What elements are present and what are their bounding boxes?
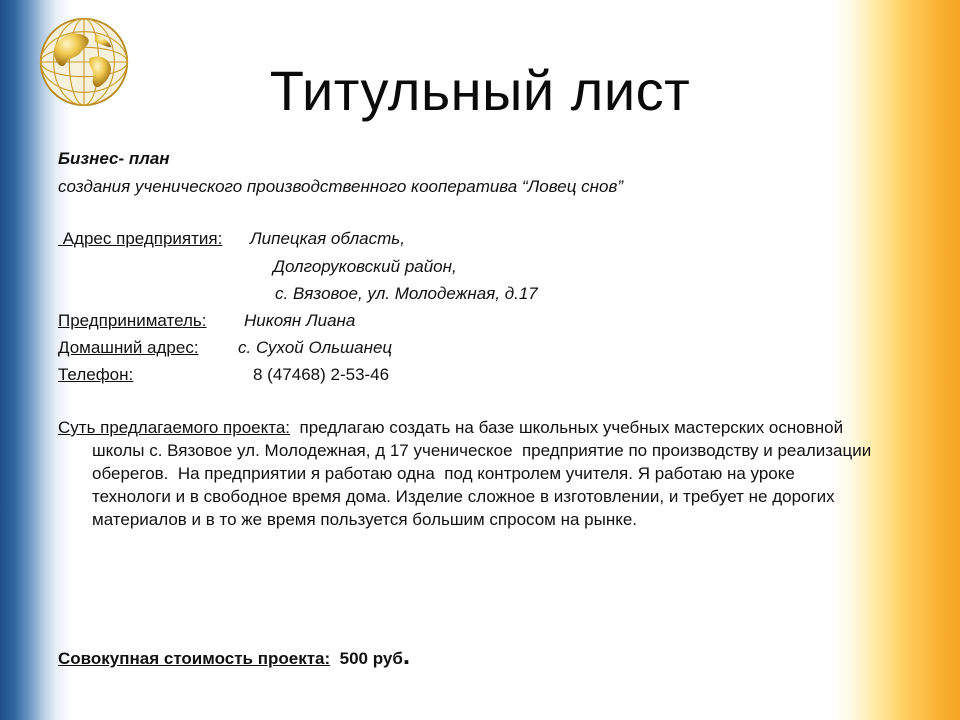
page-title: Титульный лист [269,59,691,122]
cost-label: Совокупная стоимость проекта: [58,649,331,668]
plan-subtitle: создания ученического производственного кооператива “Ловец снов” [58,177,624,196]
project-essence [58,416,881,531]
essence-text: предлагаю создать на базе школьных учебных мастерских основной школы с. Вязовое ул. Молодежная, д 17 ученическое предприятие по производству и реализации оберегов. На предприятии я работаю одна под контролем учителя. Я работаю на уроке технологи и в свободное время дома. Изделие сложное в изготовлении, и требует не дорогих материалов и в то же время пользуется большим спросом на рынке. [92,418,881,529]
address-line-2: Долгоруковский район, [273,257,457,276]
entrepreneur-value: Никоян Лиана [244,311,356,330]
phone-label: Телефон: [58,365,134,384]
entrepreneur-label: Предприниматель: [58,311,207,330]
cost-dot: . [402,640,411,670]
address-label: Адрес предприятия: [58,229,223,248]
phone-value: 8 (47468) 2-53-46 [253,365,390,384]
plan-heading: Бизнес- план [58,149,170,168]
address-line-3: с. Вязовое, ул. Молодежная, д.17 [275,284,538,303]
address-line-1: Липецкая область, [250,229,405,248]
cost-value: 500 руб [339,649,403,668]
project-cost [58,640,410,671]
home-address-label: Домашний адрес: [58,338,199,357]
essence-label: Суть предлагаемого проекта: [58,418,291,437]
home-address-value: с. Сухой Ольшанец [238,338,393,357]
